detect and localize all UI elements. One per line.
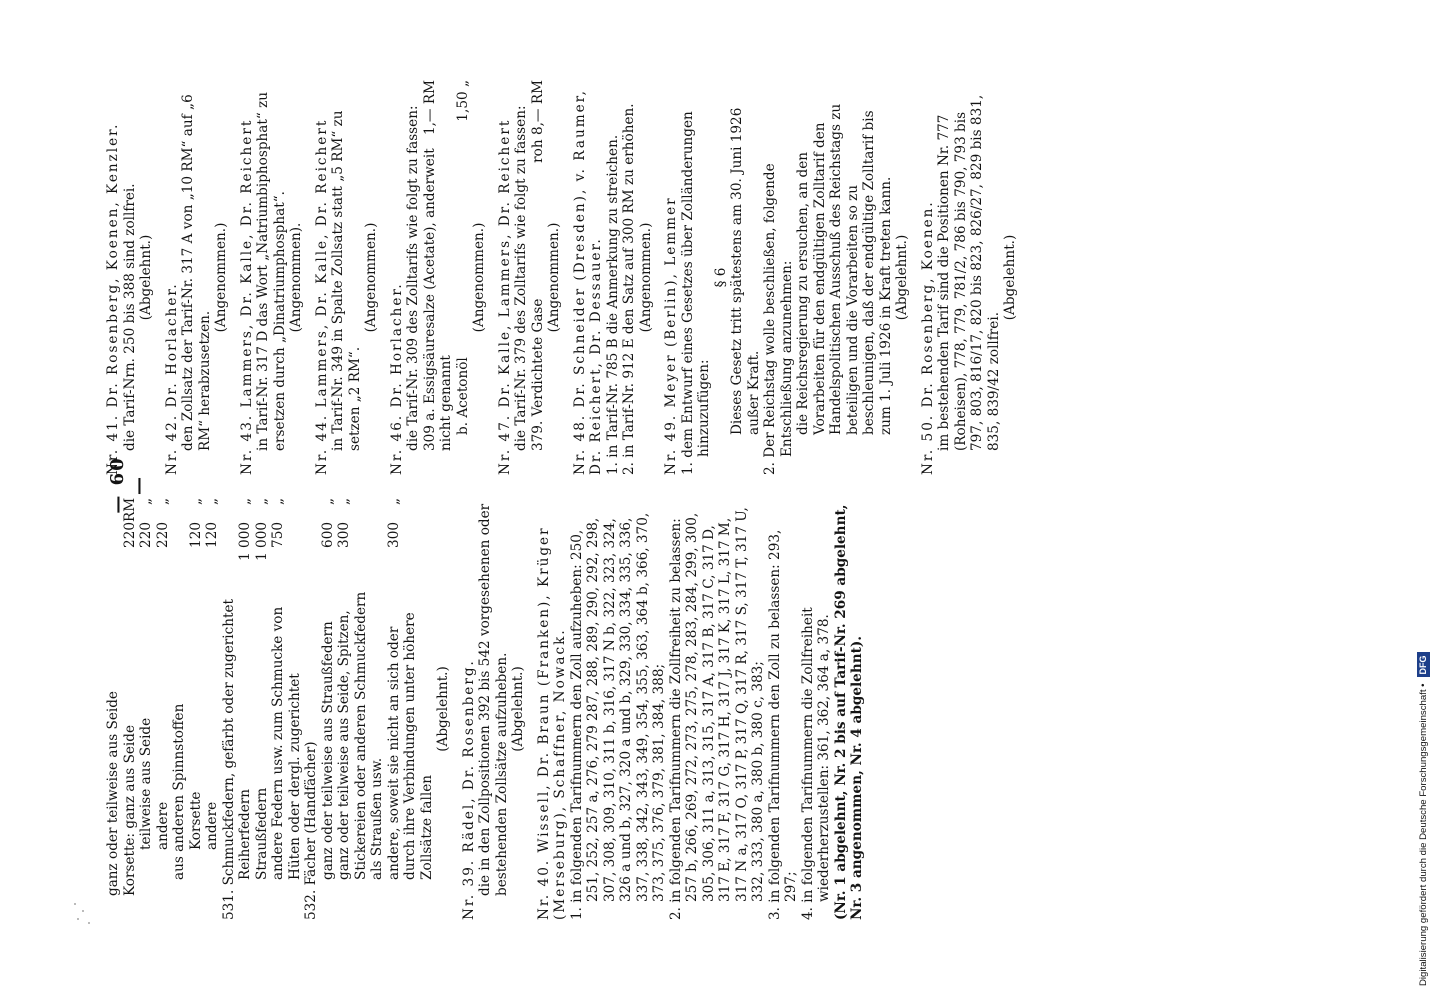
tariff-row-korsette-seide xyxy=(122,498,139,920)
spinnstoffen-heading: aus anderen Spinnstoffen xyxy=(171,703,187,880)
motion-text: in Tarif-Nr. 317 D das Wort „Natriumbiphosphat“ zu ersetzen durch „Dinatriumphosphat“. xyxy=(255,91,288,451)
row-amount: 120 xyxy=(187,522,204,548)
motion-heading: Nr. 48. Dr. Schneider (Dresden), v. Raumer, Dr. Reichert, Dr. Dessauer. xyxy=(571,89,604,475)
left-column xyxy=(105,498,1255,920)
result-note: (Angenommen.) xyxy=(471,222,487,333)
motion-text: in Tarif-Nr. 349 in Spalte Zollsatz statt „5 RM“ zu setzen „2 RM“. xyxy=(330,110,363,451)
motion-item: 2. Der Reichstag wolle beschließen, folgende Entschließung anzunehmen: xyxy=(762,163,795,475)
speck xyxy=(74,903,76,905)
result-note: (Angenommen.) xyxy=(213,222,229,333)
page-scan xyxy=(105,80,1255,920)
motion-text: die Tarif-Nr. 309 des Zolltarifs wie folgt zu fassen: xyxy=(405,105,421,451)
row-unit: „ xyxy=(138,498,154,506)
row-amount: 600 xyxy=(319,522,336,548)
row-label: andere xyxy=(154,801,171,850)
row-unit: „ xyxy=(154,498,171,506)
row-amount: 1 000 xyxy=(237,522,253,561)
motion-heading: Nr. 44. Lammers, Dr. Kalle, Dr. Reichert xyxy=(313,118,330,475)
row-amount: roh 8,— RM xyxy=(529,80,546,163)
motion-text: Dieses Gesetz tritt spätestens am 30. Juni 1926 außer Kraft. xyxy=(729,107,762,435)
row-unit: „ xyxy=(270,498,286,506)
row-unit: „ xyxy=(237,498,253,506)
tariff-row-reiherfedern xyxy=(237,498,254,920)
row-amount: 220 xyxy=(138,522,154,548)
row-unit: „ xyxy=(187,498,204,506)
row-amount: 120 xyxy=(204,522,220,548)
credit-text: Digitalisierung gefördert durch die Deutsche Forschungsgemeinschaft • xyxy=(1418,683,1429,986)
motion-text: im bestehenden Tarif sind die Positionen Nr. 777 (Roheisen), 778, 779, 781/2, 786 bis 790, 793 bis 797, 803, 816/17, 820 bis 823, 826/27, 829 bis 831, 835, 839/42 zollfrei. xyxy=(936,94,1002,451)
motion-text: die Tarif-Nr. 379 des Zolltarifs wie folgt zu fassen: xyxy=(513,105,529,451)
tariff-row-andere-federn xyxy=(270,498,303,920)
row-label: andere xyxy=(204,801,220,850)
speck xyxy=(77,918,79,920)
speck xyxy=(82,910,84,912)
result-note: (Abgelehnt.) xyxy=(894,234,910,321)
motion-text: die Tarif-Nrn. 250 bis 388 sind zollfrei. xyxy=(121,183,138,451)
motion-item: 1. dem Entwurf eines Gesetzes über Zolländerungen hinzuzufügen: xyxy=(679,111,712,475)
dfg-logo: DFG xyxy=(1417,652,1430,677)
result-note: (Nr. 1 abgelehnt, Nr. 2 bis auf Tarif-Nr. 269 abgelehnt, Nr. 3 angenommen, Nr. 4 abgelehnt). xyxy=(832,504,865,920)
motion-heading: Nr. 39. Rädel, Dr. Rosenberg. xyxy=(460,659,477,920)
position-531: 531. Schmuckfedern, gefärbt oder zugerichtet xyxy=(220,599,237,920)
tariff-row-faecher-andere xyxy=(386,498,436,920)
motion-heading: Nr. 49. Meyer (Berlin), Lemmer xyxy=(663,196,679,475)
tariff-row-andere xyxy=(155,498,172,920)
tariff-row-andere xyxy=(204,498,221,920)
motion-heading: Nr. 40. Wissell, Dr. Braun (Franken), Krüger (Merseburg), Schaffner, Nowack. xyxy=(535,526,568,920)
row-amount: 300 xyxy=(385,522,402,548)
motion-item: 2. in Tarif-Nr. 912 E den Satz auf 300 RM zu erhöhen. xyxy=(621,103,637,475)
result-note: (Abgelehnt.) xyxy=(510,666,526,752)
row-unit: „ xyxy=(253,498,270,506)
tariff-row-korsette xyxy=(188,498,205,920)
tariff-row-309b xyxy=(455,80,472,475)
motion-heading: Nr. 46. Dr. Horlacher. xyxy=(388,282,405,475)
result-note: (Angenommen.) xyxy=(637,222,654,333)
result-note: (Angenommen.) xyxy=(546,222,562,333)
digitization-credit xyxy=(1416,8,1432,998)
result-note: (Abgelehnt.) xyxy=(435,666,451,752)
row-label: Korsette xyxy=(187,791,204,850)
row-amount: 220 xyxy=(154,522,171,548)
row-label: ganz oder teilweise aus Seide, Spitzen, Stickereien oder anderen Schmuckfedern als Straußen usw. xyxy=(336,591,385,880)
result-note: (Abgelehnt.) xyxy=(138,234,154,321)
row-amount: 300 xyxy=(336,522,352,548)
row-unit: „ xyxy=(319,498,336,506)
motion-item: 1. in Tarif-Nr. 785 B die Anmerkung zu streichen. xyxy=(604,134,621,475)
credit-text-rotated xyxy=(1416,0,1432,998)
tariff-row-379 xyxy=(530,80,547,475)
row-label: ganz oder teilweise aus Straußfedern xyxy=(319,621,336,880)
row-label: 309 a. Essigsäuresalze (Acetate), anderweit nicht genannt xyxy=(421,148,454,451)
rotated-page xyxy=(105,80,1255,920)
motion-text: die in den Zollpositionen 392 bis 542 vorgesehenen oder bestehenden Zollsätze aufzuheben. xyxy=(477,503,510,896)
motion-item: 4. in folgenden Tarifnummern die Zollfreiheit wiederherzustellen: 361, 362, 364 a, 378. xyxy=(799,607,832,920)
motion-item: 1. in folgenden Tarifnummern den Zoll aufzuheben: 250, 251, 252, 257 a, 276, 279 287, 288, 289, 290, 292, 298, 307, 308, 309, 310, 311 b, 316, 317 N b, 322, 323, 324, 326 a und b, 327, 320 a und b, 329, 330, 334, 335, 336, 337, 338, 342, 343, 349, 354, 355, 363, 364 b, 366, 370, 373, 375, 376, 379, 381, 384, 388; xyxy=(568,512,667,920)
tariff-row-teilweise-seide xyxy=(138,498,155,920)
row-amount: 1 000 xyxy=(253,522,270,561)
tariff-row-straussfedern xyxy=(254,498,271,920)
motion-item: 3. in folgenden Tarifnummern den Zoll zu belassen: 293, 297; xyxy=(766,529,799,920)
speck xyxy=(88,922,90,924)
motion-heading: Nr. 50. Dr. Rosenberg, Koenen. xyxy=(919,200,936,475)
row-unit: „ xyxy=(385,498,402,506)
tariff-row-faecher-seide xyxy=(336,498,386,920)
result-note: (Angenommen). xyxy=(288,222,304,333)
row-label: andere Federn usw. zum Schmucke von Hüten oder dergl. zugerichtet xyxy=(270,606,303,880)
seide-heading: ganz oder teilweise aus Seide xyxy=(105,691,121,896)
row-unit: „ xyxy=(336,498,352,506)
motion-heading: Nr. 41. Dr. Rosenberg, Koenen, Kenzler. xyxy=(105,122,121,475)
tariff-row-309a xyxy=(422,80,455,475)
row-label: Straußfedern xyxy=(253,787,270,880)
page-number: — 60 — xyxy=(107,456,149,514)
paragraph-number: § 6 xyxy=(712,267,729,288)
row-label: Korsette: ganz aus Seide xyxy=(121,724,138,896)
position-532: 532. Fächer (Handfächer) xyxy=(303,741,319,920)
motion-heading: Nr. 43. Lammers, Dr. Kalle, Dr. Reichert xyxy=(238,118,255,475)
row-label: Reiherfedern xyxy=(237,788,253,880)
scan-specks xyxy=(70,900,100,930)
row-label: teilweise aus Seide xyxy=(138,717,154,850)
row-amount: 1,— RM xyxy=(421,80,438,136)
row-amount: 1,50 „ xyxy=(454,80,471,122)
result-note: (Angenommen.) xyxy=(363,222,379,333)
motion-heading: Nr. 42. Dr. Horlacher. xyxy=(163,282,180,475)
right-column xyxy=(105,80,1255,475)
motion-text: die Reichsregierung zu ersuchen, an den Vorarbeiten für den endgültigen Zolltarif den Handelspolitischen Ausschuß des Reichstags zu beteiligen und die Vorarbeiten so zu beschleunigen, daß der endgültige Zolltarif bis zum 1. Juli 1926 in Kraft treten kann. xyxy=(795,103,894,435)
row-amount: 220 xyxy=(121,522,138,548)
motion-heading: Nr. 47. Dr. Kalle, Lammers, Dr. Reichert xyxy=(496,118,513,475)
row-amount: 750 xyxy=(270,522,286,548)
result-note: (Abgelehnt.) xyxy=(1002,234,1018,321)
tariff-row-faecher-strauss xyxy=(320,498,337,920)
row-unit: RM xyxy=(121,497,138,522)
row-label: b. Acetonöl xyxy=(454,357,471,435)
row-label: andere, soweit sie nicht an sich oder durch ihre Verbindungen unter höhere Zollsätze fallen xyxy=(385,612,435,880)
motion-text: den Zollsatz der Tarif-Nr. 317 A von „10 RM“ auf „6 RM“ herabzusetzen. xyxy=(180,94,213,451)
row-unit: „ xyxy=(204,498,220,506)
motion-item: 2. in folgenden Tarifnummern die Zollfreiheit zu belassen: 257 b, 266, 269, 272, 273, 275, 278, 283, 284, 299, 300, 305, 306, 311 a, 313, 315, 317 A, 317 B, 317 C, 317 D, 317 E, 317 F, 317 G, 317 H, 317 J, 317 K, 317 L, 317 M, 317 N a, 317 O, 317 P, 317 Q, 317 R, 317 S, 317 T, 317 U, 332, 333, 380 a, 380 b, 380 c, 383; xyxy=(667,507,766,920)
row-label: 379. Verdichtete Gase xyxy=(529,298,546,451)
